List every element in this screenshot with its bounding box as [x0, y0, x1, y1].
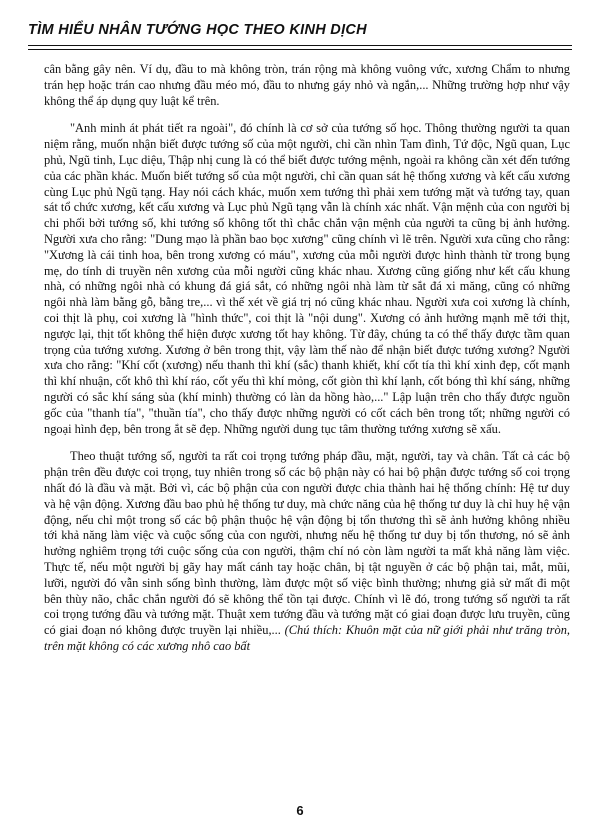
running-header: TÌM HIỂU NHÂN TƯỚNG HỌC THEO KINH DỊCH	[28, 22, 367, 38]
paragraph-2: "Anh minh át phát tiết ra ngoài", đó chính là cơ sở của tướng số học. Thông thường người ta quan niệm rằng, muốn nhận biết được tướng số của một người, chỉ cần nhìn Tam đình, Tứ độc, Ngũ quan, Lục phủ, Ngũ tinh, Lục diệu, Thập nhị cung là có thể biết được tướng mệnh, ngoài ra không cần xét đến tướng của các phần khác. Muốn biết tướng số của một người, chỉ cần quan sát hệ thống xương và kết cấu xương cùng Lục phủ Ngũ tạng. Hay nói cách khác, muốn xem tướng thì phải xem tướng mặt và tướng tay, quan sát tổ chức xương, kết cấu xương và Lục phủ Ngũ tạng vẫn là chính xác nhất. Vận mệnh của con người bị chi phối bởi tướng số, khi tướng số không tốt thì chắc chắn vận mệnh của người ta cũng bị ảnh hưởng. Người xưa cho rằng: "Dung mạo là phần bao bọc xương" cũng chính vì lẽ trên. Người xưa cũng cho rằng: "Xương là cái tinh hoa, bên trong xương có máu", xương của mỗi người được hình thành từ trong bụng mẹ, do tính di truyền nên xương của mỗi người cũng khác nhau. Xương cũng giống như kết cấu khung nhà, có những ngôi nhà có khung đá giá sắt, có những ngôi nhà làm từ sắt đá xi măng, cũng có những ngôi nhà làm bằng gỗ, bằng tre,... vì thế xét về giá trị nó cũng khác nhau. Người xưa coi xương là chính, coi thịt là phụ, coi xương là "hình thức", coi thịt là "nội dung". Xương có ảnh hưởng mạnh mẽ tới thịt, ngược lại, thịt tốt không thể hiện được xương tốt hay không. Từ đây, chúng ta có thể thấy được tầm quan trọng của tướng xương. Xương ở bên trong thịt, vậy làm thế nào để nhận biết được tướng xương? Người xưa cho rằng: "Khí cốt (xương) nếu thanh thì khí (sắc) thanh khiết, khí cốt tía thì khí xinh đẹp, cốt mạnh thì khí nhuận, cốt khô thì khí ráo, cốt yếu thì khí mỏng, cốt giòn thì khí lạnh, cốt bóng thì khí sáng, những người có sắc khí sáng sủa (khí minh) thường có làn da hồng hào,..." Lập luận trên cho thấy được nguồn gốc của "thanh tía", "thuần tía", cho thấy được những người có cốt cách bên trong tốt; những người có ngoại hình đẹp, bên trong ắt sẽ đẹp. Những người dung tục tâm thường tướng xương sẽ xấu.	[44, 121, 570, 436]
header-rule-thick	[28, 45, 572, 46]
paragraph-1: cân bằng gây nên. Ví dụ, đầu to mà không tròn, trán rộng mà không vuông vức, xương Chẩm to nhưng trán hẹp hoặc trán cao nhưng đầu méo mó, đầu to nhưng gáy nhỏ và ngắn,... Những trường hợp như vậy không thể áp dụng quy luật kể trên.	[44, 62, 570, 108]
page-number: 6	[296, 803, 304, 818]
paragraph-3	[44, 449, 570, 654]
body-text	[44, 62, 570, 655]
header-rule-thin	[28, 49, 572, 50]
footnote-inline: (Chú thích: Khuôn mặt của nữ giới phải như trăng tròn, trên mặt không có các xương nhô cao bất	[44, 623, 570, 653]
paragraph-3-text: Theo thuật tướng số, người ta rất coi trọng tướng pháp đầu, mặt, người, tay và chân. Tất cả các bộ phận trên đều được coi trọng, tuy nhiên trong số các bộ phận này có hai bộ phận được tướng số coi trọng nhất đó là đầu và mặt. Bởi vì, các bộ phận của con người được chia thành hai hệ thống chính: Hệ tư duy và hệ vận động. Xương đầu bao phủ hệ thống tư duy, mà chức năng của hệ thống tư duy là chỉ huy hệ vận động, nếu chỉ một trong số các bộ phận thuộc hệ vận động bị tổn thương thì sẽ ảnh hưởng không nhiều tới khả năng làm việc và cuộc sống của con người, nhưng nếu hệ thống tư duy bị tổn thương, nó sẽ ảnh hưởng nghiêm trọng tới cuộc sống của con người, thậm chí nó còn làm người ta mất khả năng làm việc. Thực tế, nếu một người bị gãy hay mất cánh tay hoặc chân, bị tật nguyền ở các bộ phận tai, mắt, mũi, lưỡi, người đó vẫn sinh sống bình thường, làm được một số việc bình thường; nhưng giả sử mất đi một bên thùy não, chắc chắn người đó sẽ không thể tồn tại được. Chính vì lẽ đó, trong tướng số người ta rất coi trọng tướng đầu và tướng mặt. Thuật xem tướng đầu và tướng mặt có giai đoạn được lưu truyền, cũng có giai đoạn nó không được truyền lại nhiều,...	[44, 449, 570, 638]
